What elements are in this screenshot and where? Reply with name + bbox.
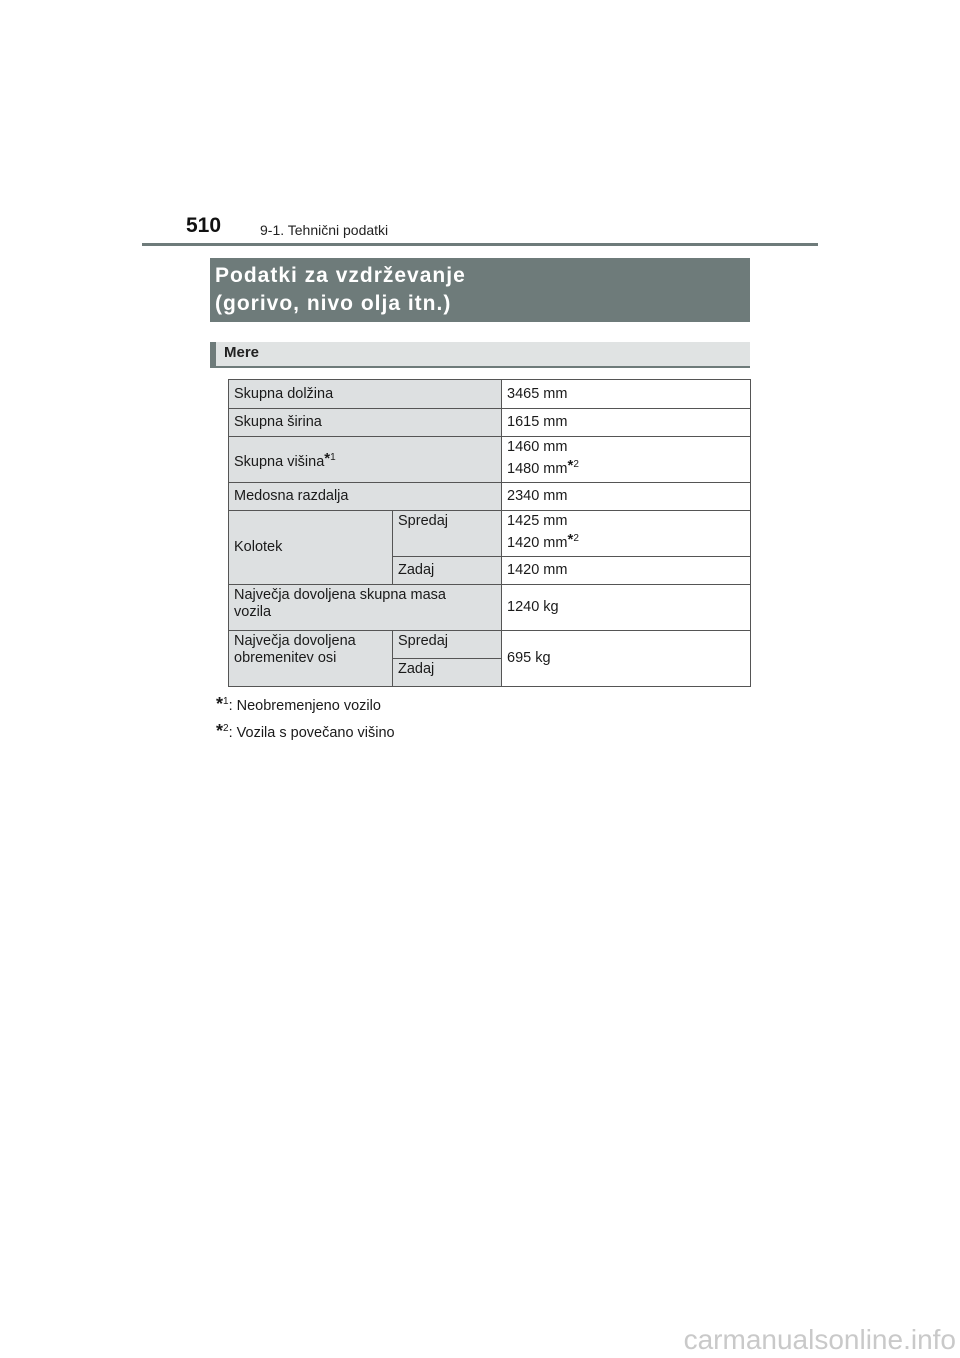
row-label: Medosna razdalja [229, 483, 502, 511]
watermark: carmanualsonline.info [683, 1324, 956, 1355]
running-title: 9-1. Tehnični podatki [260, 222, 389, 238]
row-value: 2340 mm [502, 483, 751, 511]
section-banner [210, 258, 750, 322]
table-row [229, 631, 751, 659]
table-row [229, 585, 751, 631]
table-row [229, 511, 751, 557]
label-line: obremenitev osi [234, 650, 337, 666]
value-text: 1480 mm [507, 461, 568, 477]
row-label [229, 585, 502, 631]
footnote-ref: 2 [573, 459, 579, 470]
label-line: Največja dovoljena skupna masa [234, 587, 446, 603]
footnote-number: 1 [223, 696, 229, 707]
label-line: vozila [234, 604, 272, 620]
section-title-line1: Podatki za vzdrževanje [215, 264, 466, 287]
value-line [507, 456, 745, 478]
row-value: 3465 mm [502, 380, 751, 409]
table-row [229, 380, 751, 409]
row-label [229, 437, 502, 483]
row-value [502, 437, 751, 483]
row-value [502, 511, 751, 557]
row-value: 1615 mm [502, 409, 751, 437]
table-row [229, 483, 751, 511]
footnote-text: : Vozila s povečano višino [228, 725, 395, 741]
row-label [229, 631, 393, 687]
sub-label: Zadaj [393, 557, 502, 585]
sub-label: Spredaj [393, 511, 502, 557]
dimensions-table [228, 379, 751, 687]
footnote-2 [216, 721, 395, 742]
footnote-star: * [216, 721, 224, 741]
footnote-star: * [567, 457, 574, 474]
section-title-line2: (gorivo, nivo olja itn.) [215, 292, 452, 315]
footnote-ref: 2 [573, 533, 579, 544]
footnote-star: * [324, 449, 331, 467]
footnote-ref: 1 [330, 451, 336, 463]
footnote-star: * [216, 694, 224, 714]
row-label: Skupna dolžina [229, 380, 502, 409]
subsection-title: Mere [210, 342, 750, 368]
sub-label: Spredaj [393, 631, 502, 659]
row-value: 1420 mm [502, 557, 751, 585]
label-line: Največja dovoljena [234, 633, 356, 649]
table-row [229, 437, 751, 483]
footnote-number: 2 [223, 723, 229, 734]
value-text: 1420 mm [507, 535, 568, 551]
footnote-star: * [567, 531, 574, 548]
row-value: 695 kg [502, 631, 751, 687]
value-line: 1460 mm [507, 439, 568, 455]
value-line [507, 530, 745, 552]
row-value: 1240 kg [502, 585, 751, 631]
header-rule [142, 243, 818, 246]
page-number: 510 [186, 214, 222, 237]
footnote-text: : Neobremenjeno vozilo [228, 698, 381, 714]
label-text: Skupna višina [234, 453, 325, 470]
row-label: Skupna širina [229, 409, 502, 437]
sub-label: Zadaj [393, 659, 502, 687]
table-row [229, 409, 751, 437]
value-line: 1425 mm [507, 513, 568, 529]
row-label: Kolotek [229, 511, 393, 585]
footnote-1 [216, 694, 381, 715]
